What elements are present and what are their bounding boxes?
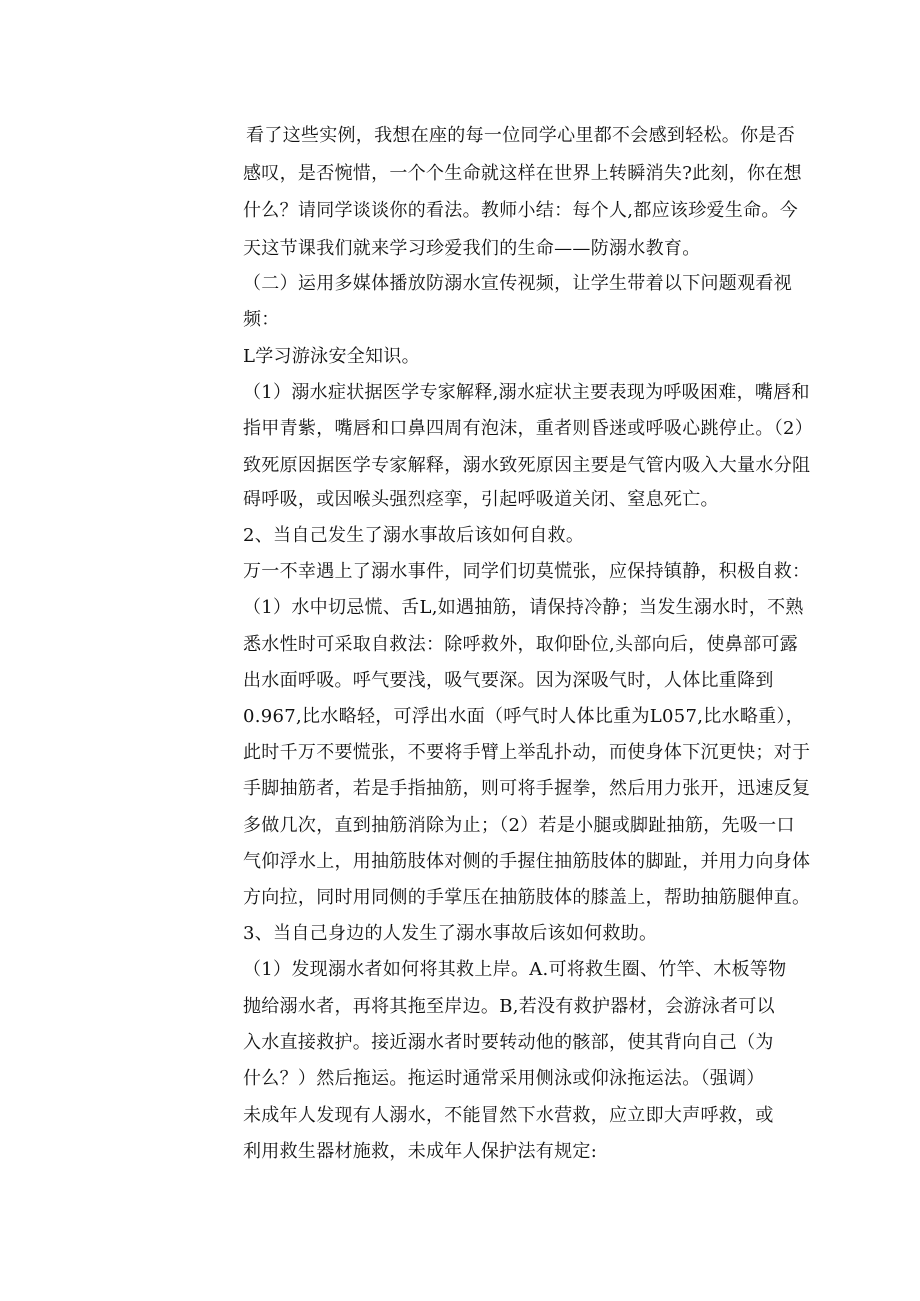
text-line-28: 未成年人发现有人溺水，不能冒然下水营救，应立即大声呼救，或 (243, 1105, 774, 1126)
text-line-17: 0.967,比水略轻，可浮出水面（呼气时人体比重为L057,比水略重）， (243, 706, 805, 727)
text-line-27: 什么？）然后拖运。拖运时通常采用侧泳或仰泳拖运法。（强调） (243, 1068, 765, 1089)
text-line-23: 3、当自己身边的人发生了溺水事故后该如何救助。 (243, 923, 658, 944)
text-line-5: （二）运用多媒体播放防溺水宣传视频，让学生带着以下问题观看视 (243, 273, 792, 294)
text-line-15: 悉水性时可采取自救法：除呼救外，取仰卧位,头部向后，使鼻部可露 (243, 634, 799, 655)
text-line-25: 抛给溺水者，再将其拖至岸边。B,若没有救护器材，会游泳者可以 (243, 996, 775, 1017)
text-line-10: 致死原因据医学专家解释，溺水致死原因主要是气管内吸入大量水分阻 (243, 455, 811, 476)
text-line-16: 出水面呼吸。呼气要浅，吸气要深。因为深吸气时，人体比重降到 (243, 670, 774, 691)
text-line-3: 什么？请同学谈谈你的看法。教师小结：每个人,都应该珍爱生命。今 (243, 200, 799, 221)
text-line-19: 手脚抽筋者，若是手指抽筋，则可将手握拳，然后用力张开，迅速反复 (243, 778, 811, 799)
text-line-9: 指甲青紫，嘴唇和口鼻四周有泡沫，重者则昏迷或呼吸心跳停止。（2） (243, 418, 814, 439)
text-line-13: 万一不幸遇上了溺水事件，同学们切莫慌张，应保持镇静，积极自救： (243, 561, 811, 582)
text-line-12: 2、当自己发生了溺水事故后该如何自救。 (243, 525, 585, 546)
text-line-7: L学习游泳安全知识。 (243, 346, 420, 367)
text-line-20: 多做几次，直到抽筋消除为止；（2）若是小腿或脚趾抽筋，先吸一口 (243, 815, 795, 836)
text-line-21: 气仰浮水上，用抽筋肢体对侧的手握住抽筋肢体的脚趾，并用力向身体 (243, 851, 811, 872)
text-line-11: 碍呼吸，或因喉头强烈痉挛，引起呼吸道关闭、窒息死亡。 (243, 489, 719, 510)
text-line-29: 利用救生器材施救，未成年人保护法有规定: (243, 1141, 598, 1162)
text-line-18: 此时千万不要慌张，不要将手臂上举乱扑动，而使身体下沉更快；对于 (243, 742, 811, 763)
text-line-2: 感叹，是否惋惜，一个个生命就这样在世界上转瞬消失?此刻，你在想 (243, 163, 802, 184)
text-line-8: （1）溺水症状据医学专家解释,溺水症状主要表现为呼吸困难，嘴唇和 (243, 382, 810, 403)
text-line-1: 看了这些实例，我想在座的每一位同学心里都不会感到轻松。你是否 (246, 125, 795, 146)
text-line-6: 频： (243, 309, 280, 330)
text-line-4: 天这节课我们就来学习珍爱我们的生命——防溺水教育。 (243, 238, 701, 259)
text-line-26: 入水直接救护。接近溺水者时要转动他的骸部，使其背向自己（为 (243, 1032, 774, 1053)
text-line-24: （1）发现溺水者如何将其救上岸。A.可将救生圈、竹竿、木板等物 (243, 959, 787, 980)
text-line-22: 方向拉，同时用同侧的手掌压在抽筋肢体的膝盖上，帮助抽筋腿伸直。 (243, 887, 811, 908)
text-line-14: （1）水中切忌慌、舌L,如遇抽筋，请保持冷静；当发生溺水时，不熟 (243, 597, 804, 618)
